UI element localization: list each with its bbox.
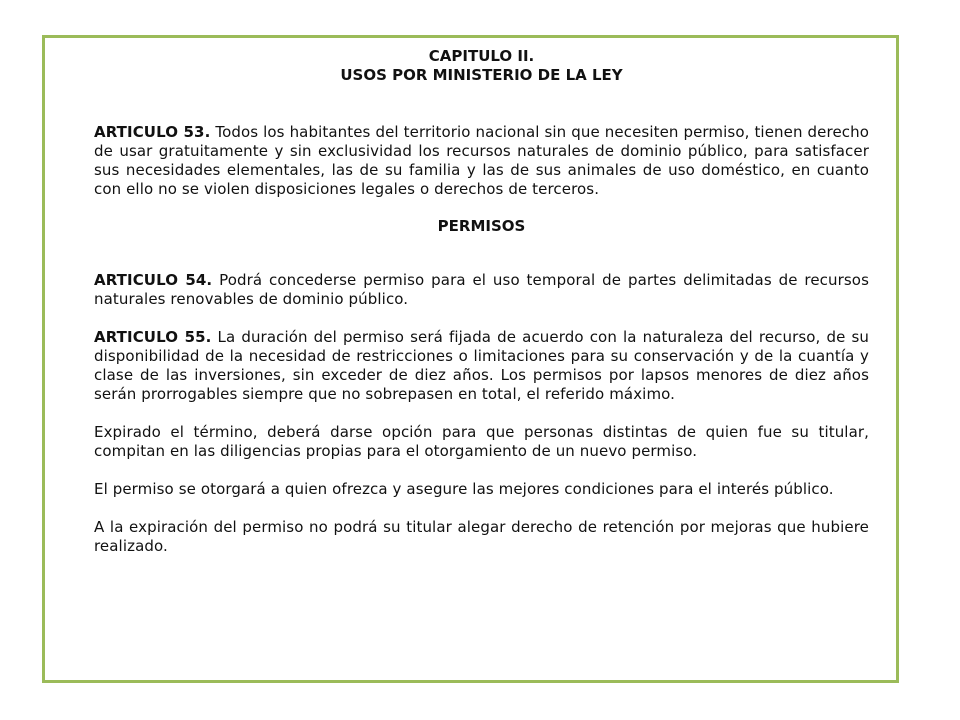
article-53-text: Todos los habitantes del territorio nacional sin que necesiten permiso, tienen derecho de usar gratuitamente y sin exclusividad los recursos naturales de dominio público, para satisfacer sus necesidades elementales, las de su familia y las de sus animales de uso doméstico, en cuanto con ello no se violen disposiciones legales o derechos de terceros. [94,123,869,198]
article-53-label: ARTICULO 53. [94,123,211,141]
article-55-text: La duración del permiso será fijada de acuerdo con la naturaleza del recurso, de su disponibilidad de la necesidad de restricciones o limitaciones para su conservación y de la cuantía y clase de las inversiones, sin exceder de diez años. Los permisos por lapsos menores de diez años serán prorrogables siempre que no sobrepasen en total, el referido máximo. [94,328,869,403]
article-54-label: ARTICULO 54. [94,271,213,289]
expiracion-paragraph: A la expiración del permiso no podrá su titular alegar derecho de retención por mejoras que hubiere realizado. [94,518,869,555]
document-body [94,47,869,556]
expirado-paragraph: Expirado el término, deberá darse opción para que personas distintas de quien fue su titular, compitan en las diligencias propias para el otorgamiento de un nuevo permiso. [94,423,869,460]
chapter-subtitle: USOS POR MINISTERIO DE LA LEY [340,66,623,84]
article-53-paragraph [94,123,869,199]
section-heading-permisos: PERMISOS [437,217,526,235]
document-frame [42,35,899,683]
article-54-paragraph [94,271,869,309]
chapter-title: CAPITULO II. [428,47,535,65]
otorgara-paragraph: El permiso se otorgará a quien ofrezca y asegure las mejores condiciones para el interés público. [94,480,834,498]
article-55-label: ARTICULO 55. [94,328,212,346]
article-55-paragraph [94,328,869,404]
article-54-text: Podrá concederse permiso para el uso temporal de partes delimitadas de recursos naturales renovables de dominio público. [94,271,869,308]
